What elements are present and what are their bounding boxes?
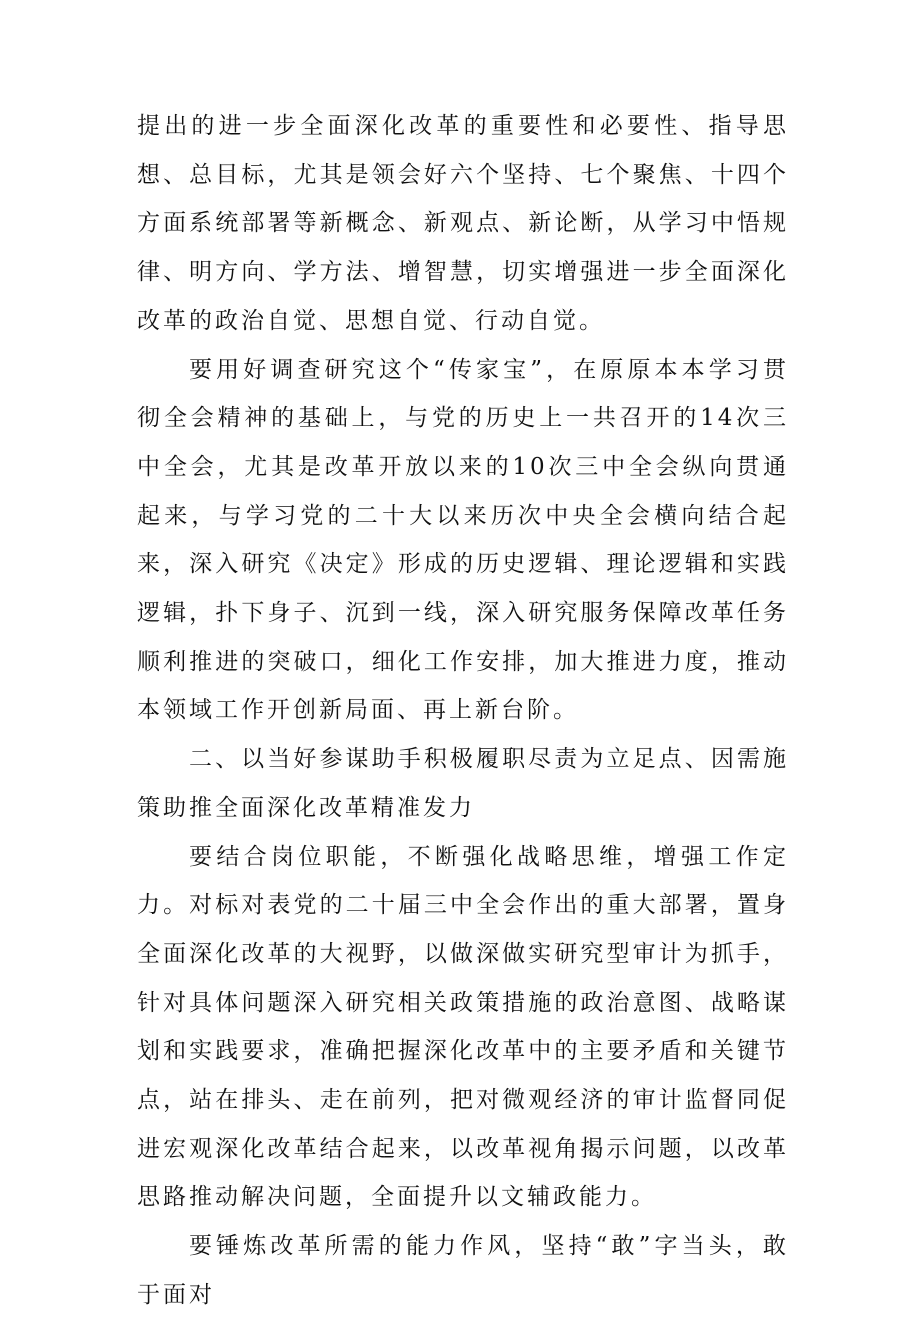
section-heading-two: 二、以当好参谋助手积极履职尽责为立足点、因需施策助推全面深化改革精准发力 [137, 746, 789, 821]
paragraph-ability-style: 要锤炼改革所需的能力作风，坚持“敢”字当头，敢于面对 [137, 1233, 789, 1308]
paragraph-job-duties: 要结合岗位职能，不断强化战略思维，增强工作定力。对标对表党的二十届三中全会作出的重大部署，置身全面深化改革的大视野，以做深做实研究型审计为抓手，针对具体问题深入研究相关政策措施的政治意图、战略谋划和实践要求，准确把握深化改革中的主要矛盾和关键节点，站在排头、走在前列，把对微观经济的审计监督同促进宏观深化改革结合起来，以改革视角揭示问题，以改革思路推动解决问题，全面提升以文辅政能力。 [137, 843, 789, 1211]
paragraph-investigation-research: 要用好调查研究这个“传家宝”，在原原本本学习贯彻全会精神的基础上，与党的历史上一共召开的14次三中全会，尤其是改革开放以来的10次三中全会纵向贯通起来，与学习党的二十大以来历次中央全会横向结合起来，深入研究《决定》形成的历史逻辑、理论逻辑和实践逻辑，扑下身子、沉到一线，深入研究服务保障改革任务顺利推进的突破口，细化工作安排，加大推进力度，推动本领域工作开创新局面、再上新台阶。 [137, 356, 789, 724]
document-body [137, 102, 789, 1320]
paragraph-continuation: 提出的进一步全面深化改革的重要性和必要性、指导思想、总目标，尤其是领会好六个坚持、七个聚焦、十四个方面系统部署等新概念、新观点、新论断，从学习中悟规律、明方向、学方法、增智慧，切实增强进一步全面深化改革的政治自觉、思想自觉、行动自觉。 [137, 113, 789, 334]
